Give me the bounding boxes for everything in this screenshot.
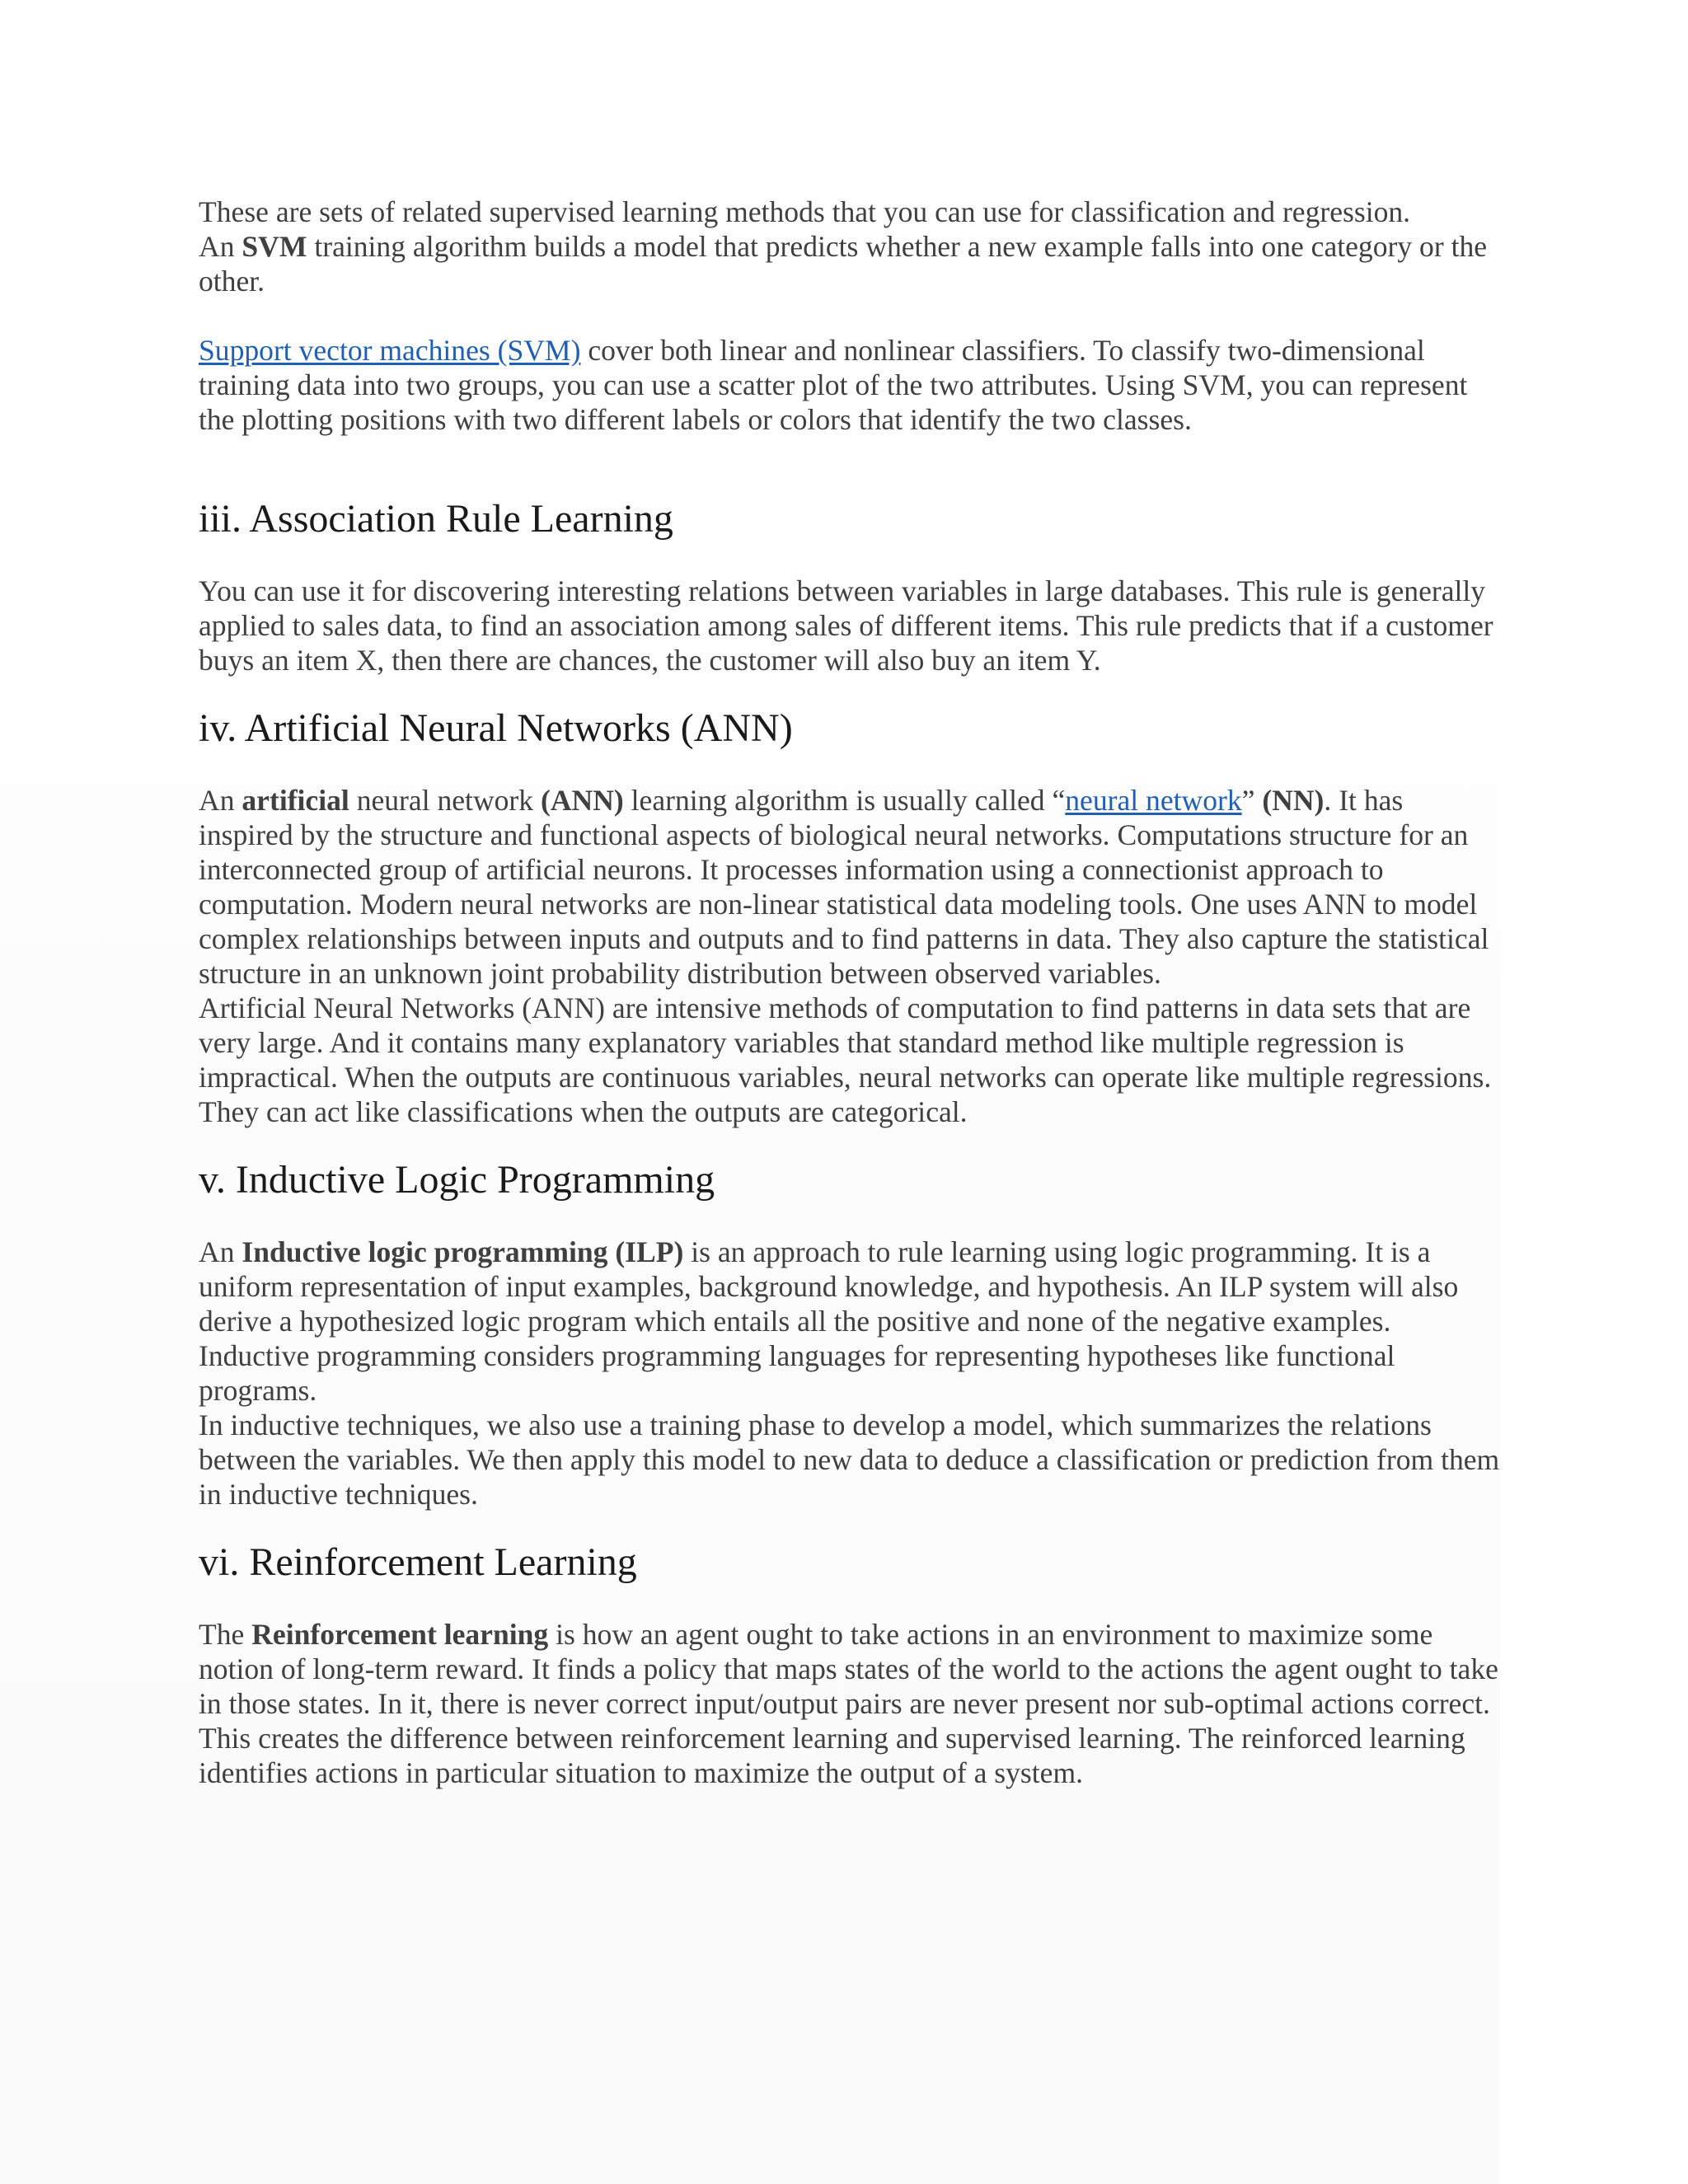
ilp-paragraph-2: In inductive techniques, we also use a training phase to develop a model, which summarizes the relations between the variables. We then apply this model to new data to deduce a classification or prediction from them in inductive techniques. [199, 1408, 1500, 1511]
svm-intro-paragraph [199, 194, 1501, 298]
svm-intro-post: training algorithm builds a model that predicts whether a new example falls into one category or the other. [199, 230, 1488, 298]
ann-bold-nn: (NN) [1262, 784, 1325, 817]
ann-mid2: learning algorithm is usually called “ [623, 784, 1066, 817]
ann-mid1: neural network [349, 784, 541, 817]
svm-intro-pre: An [199, 230, 242, 263]
ilp-an: An [199, 1235, 242, 1268]
ann-mid3: ” [1241, 784, 1263, 817]
heading-inductive-logic-programming: v. Inductive Logic Programming [199, 1158, 715, 1202]
ann-rest: . It has inspired by the structure and functional aspects of biological neural networks. Computations structure for an interconnected group of artificial neurons. It processes information using a connectionist approach to computation. Modern neural networks are non-linear statistical data modeling tools. One uses ANN to model complex relationships between inputs and outputs and to find patterns in data. They also capture the statistical structure in an unknown joint probability distribution between observed variables. [199, 784, 1489, 990]
rl-the: The [199, 1618, 252, 1651]
ann-an: An [199, 784, 242, 817]
ann-paragraph-2: Artificial Neural Networks (ANN) are intensive methods of computation to find patterns in data sets that are very large. And it contains many explanatory variables that standard method like multiple regression is impractical. When the outputs are continuous variables, neural networks can operate like multiple regressions. They can act like classifications when the outputs are categorical. [199, 991, 1492, 1128]
rl-paragraph [199, 1617, 1501, 1790]
svm-link[interactable]: Support vector machines (SVM) [199, 334, 581, 367]
svm-intro-line1: These are sets of related supervised learning methods that you can use for classification and regression. [199, 195, 1411, 228]
ann-paragraph [199, 783, 1501, 1129]
heading-artificial-neural-networks: iv. Artificial Neural Networks (ANN) [199, 706, 793, 750]
association-paragraph: You can use it for discovering interesting relations between variables in large databases. This rule is generally applied to sales data, to find an association among sales of different items. This rule predicts that if a customer buys an item X, then there are chances, the customer will also buy an item Y. [199, 574, 1493, 677]
heading-reinforcement-learning: vi. Reinforcement Learning [199, 1540, 637, 1584]
ilp-paragraph [199, 1235, 1501, 1511]
ann-bold-artificial: artificial [241, 784, 349, 817]
ann-bold-ann: (ANN) [540, 784, 624, 817]
svm-detail-paragraph [199, 333, 1501, 437]
svm-bold-term: SVM [241, 230, 307, 263]
ilp-rest: is an approach to rule learning using logic programming. It is a uniform representation of input examples, background knowledge, and hypothesis. An ILP system will also derive a hypothesized logic program which entails all the positive and none of the negative examples. Inductive programming considers programming languages for representing hypotheses like functional programs. [199, 1235, 1459, 1407]
svm-detail-text: cover both linear and nonlinear classifiers. To classify two-dimensional training data into two groups, you can use a scatter plot of the two attributes. Using SVM, you can represent the plotting positions with two different labels or colors that identify the two classes. [199, 334, 1468, 436]
rl-rest: is how an agent ought to take actions in an environment to maximize some notion of long-term reward. It finds a policy that maps states of the world to the actions the agent ought to take in those states. In it, there is never correct input/output pairs are never present nor sub-optimal actions correct. This creates the difference between reinforcement learning and supervised learning. The reinforced learning identifies actions in particular situation to maximize the output of a system. [199, 1618, 1498, 1789]
heading-association-rule-learning: iii. Association Rule Learning [199, 497, 673, 541]
document-body [199, 194, 1501, 1790]
neural-network-link[interactable]: neural network [1065, 784, 1242, 817]
ilp-bold-term: Inductive logic programming (ILP) [241, 1235, 684, 1268]
rl-bold-term: Reinforcement learning [251, 1618, 549, 1651]
